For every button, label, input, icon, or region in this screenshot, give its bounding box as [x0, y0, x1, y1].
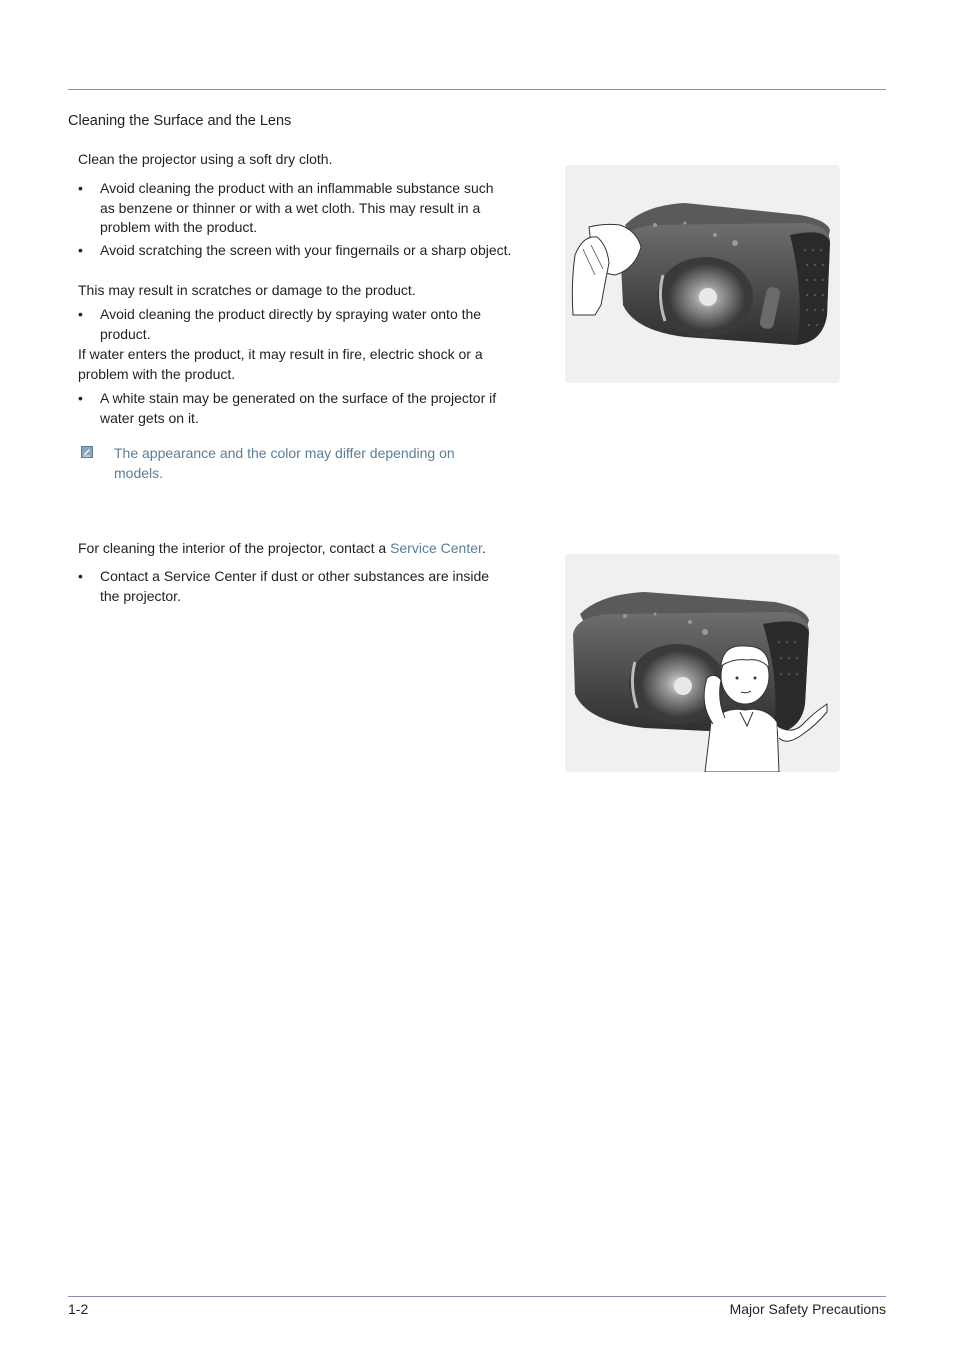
bullet-text: Avoid scratching the screen with your fingernails or a sharp object. — [100, 242, 512, 258]
section-title: Cleaning the Surface and the Lens — [68, 113, 292, 129]
intro-text: Clean the projector using a soft dry cloth. — [78, 151, 333, 167]
bullet-dot: • — [78, 568, 83, 584]
note-text: The appearance and the color may differ depending on models. — [114, 445, 455, 481]
chapter-title: Major Safety Precautions — [729, 1301, 886, 1317]
bullet-dot: • — [78, 390, 83, 406]
interior-text-start: For cleaning the interior of the projector, contact a — [78, 540, 391, 556]
projector-cleaning-illustration — [565, 165, 840, 383]
note-pencil-icon — [81, 446, 93, 458]
bullet-text: Avoid cleaning the product with an inflammable substance such as benzene or thinner or with a wet cloth. This may result in a problem with the product. — [100, 180, 494, 235]
bullet-dot: • — [78, 180, 83, 196]
header-rule — [68, 89, 886, 90]
interior-text-end: . — [481, 540, 486, 556]
footer-rule — [68, 1296, 886, 1297]
bullet-dot: • — [78, 242, 83, 258]
interior-text — [78, 539, 518, 559]
body-text: This may result in scratches or damage to the product. — [78, 282, 416, 298]
body-text: If water enters the product, it may result in fire, electric shock or a problem with the product. — [78, 346, 483, 382]
page-number: 1-2 — [68, 1301, 89, 1317]
bullet-text: A white stain may be generated on the surface of the projector if water gets on it. — [100, 390, 497, 426]
bullet-dot: • — [78, 306, 83, 322]
bullet-text: Avoid cleaning the product directly by spraying water onto the product. — [100, 306, 482, 342]
service-center-illustration — [565, 554, 840, 772]
bullet-text: Contact a Service Center if dust or other substances are inside the projector. — [100, 568, 490, 604]
service-center-link[interactable]: Service Center — [390, 540, 482, 556]
